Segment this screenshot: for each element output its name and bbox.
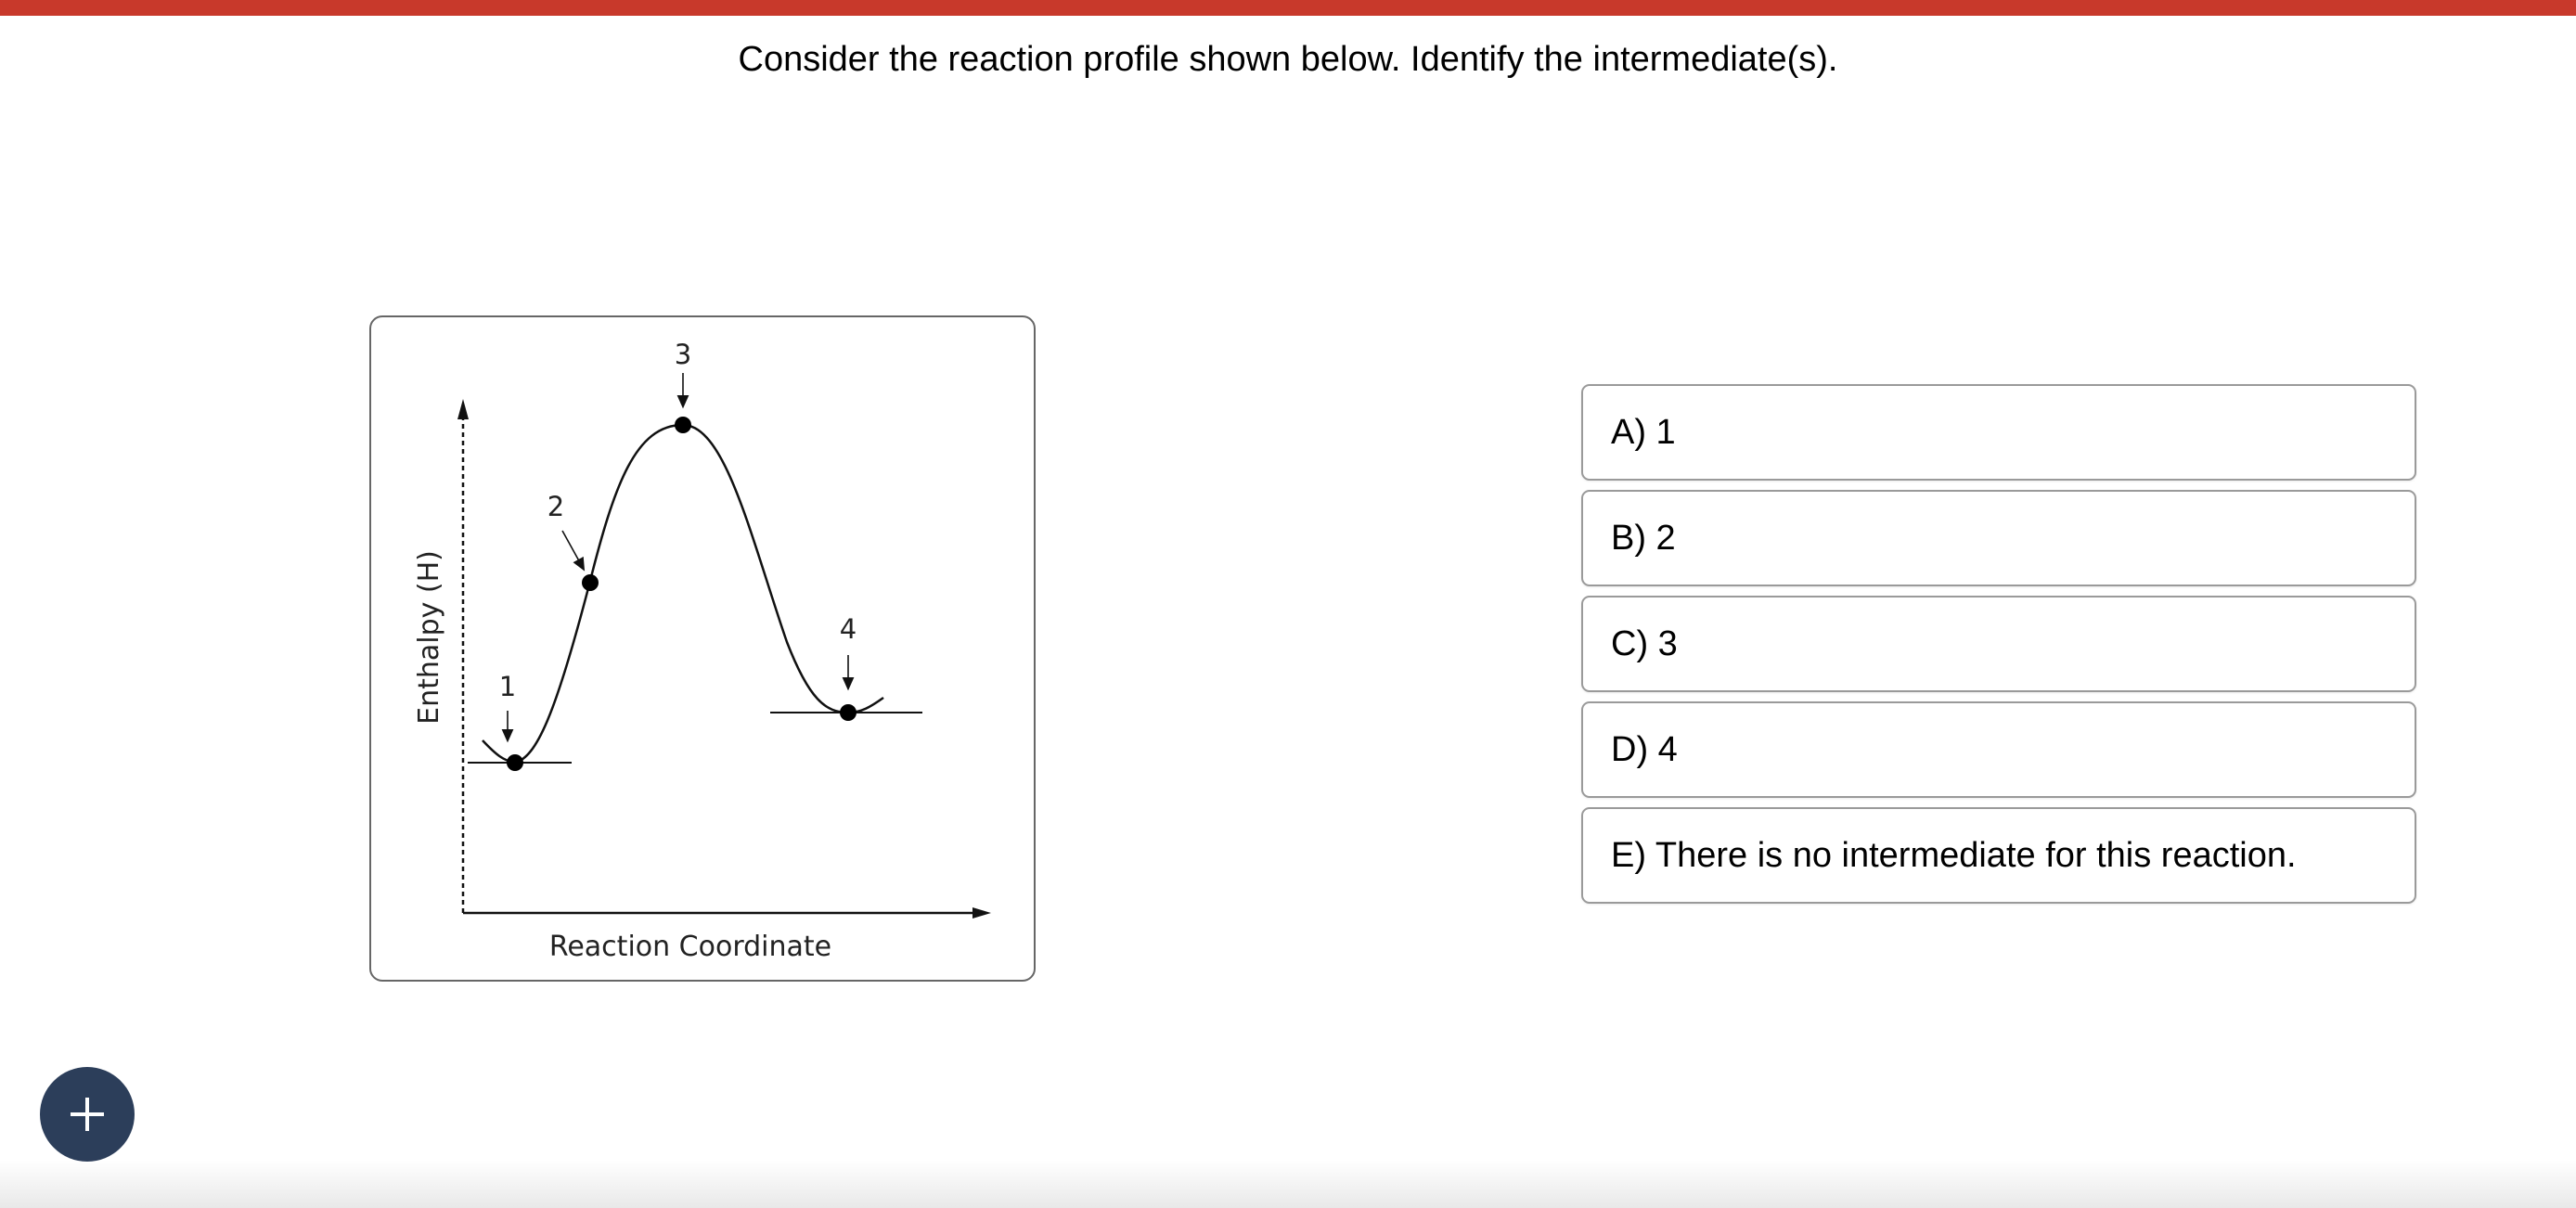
point-3-marker [675,417,691,433]
y-axis-arrowhead [457,399,469,419]
point-2-pointer [562,531,582,566]
question-text: Consider the reaction profile shown below. Identify the intermediate(s). [738,40,1838,79]
x-axis-label: Reaction Coordinate [548,931,832,963]
x-axis-arrowhead [972,907,991,919]
plus-icon [67,1094,108,1135]
answer-option-c[interactable]: C) 3 [1581,596,2416,692]
bottom-shade [0,1160,2576,1208]
add-button[interactable] [40,1067,135,1162]
answer-option-d[interactable]: D) 4 [1581,701,2416,798]
y-axis-label: Enthalpy (H) [413,550,445,725]
answer-option-b[interactable]: B) 2 [1581,490,2416,586]
point-1-label: 1 [498,671,517,702]
point-1-marker [507,754,523,771]
top-accent-bar [0,0,2576,16]
point-4-label: 4 [839,613,857,645]
answer-option-a[interactable]: A) 1 [1581,384,2416,481]
answer-options [1581,384,2416,913]
point-3-label: 3 [674,339,692,370]
reaction-profile-figure [369,315,1036,982]
answer-option-e[interactable]: E) There is no intermediate for this reaction. [1581,807,2416,904]
reaction-profile-svg [371,317,1034,980]
point-4-marker [840,704,857,721]
point-2-marker [582,574,599,591]
point-2-label: 2 [547,491,565,522]
